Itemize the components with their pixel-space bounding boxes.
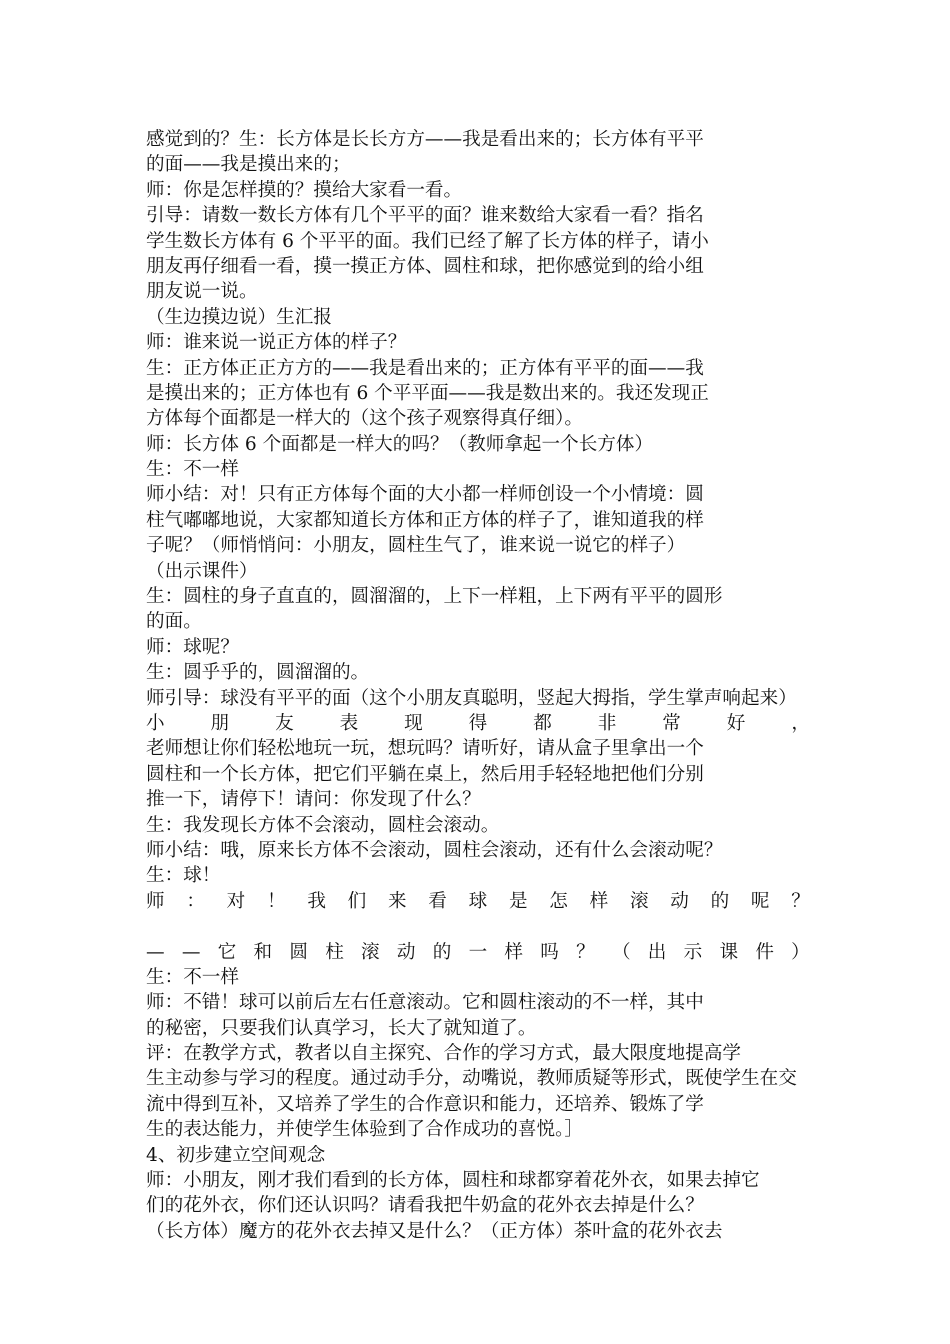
- document-body: [146, 127, 810, 1244]
- line-glyph: 呢: [750, 890, 770, 912]
- line-text: 师小结：对！只有正方体每个面的大小都一样师创设一个小情境：圆: [146, 484, 704, 506]
- text-line: [146, 1143, 810, 1168]
- line-glyph: 得: [468, 712, 488, 734]
- line-text: （生边摸边说）生汇报: [146, 306, 332, 328]
- line-glyph: 滚: [629, 890, 649, 912]
- line-text: 朋友说一说。: [146, 281, 258, 303]
- line-glyph: 都: [533, 712, 552, 734]
- line-glyph: 吗: [540, 941, 559, 963]
- line-text: 推一下，请停下！请问：你发现了什么？: [146, 789, 481, 811]
- line-glyph: 课: [719, 941, 739, 963]
- line-glyph: （: [611, 941, 631, 963]
- line-glyph: 示: [683, 941, 703, 963]
- text-line: [146, 457, 810, 482]
- line-glyph: 表: [339, 712, 359, 734]
- text-line: [146, 686, 810, 711]
- line-glyph: 朋: [210, 712, 230, 734]
- line-text: （出示课件）: [146, 560, 258, 582]
- text-line: [146, 1219, 810, 1244]
- text-line: [146, 254, 810, 279]
- line-glyph: 来: [387, 890, 407, 912]
- line-glyph: 柱: [325, 941, 344, 963]
- line-glyph: 友: [275, 712, 294, 734]
- line-glyph: 球: [468, 890, 488, 912]
- line-text: 的面——我是摸出来的；: [146, 154, 351, 176]
- line-text: 柱气嘟嘟地说，大家都知道长方体和正方体的样子了，谁知道我的样: [146, 509, 704, 531]
- text-line: [146, 635, 810, 660]
- line-glyph: 们: [347, 890, 367, 912]
- line-glyph: 动: [396, 941, 416, 963]
- line-text: 学生数长方体有 6 个平平的面。我们已经了解了长方体的样子，请小: [146, 230, 709, 252]
- text-line: [146, 1041, 810, 1066]
- text-line: [146, 762, 810, 787]
- line-glyph: ）: [791, 941, 810, 963]
- text-line: [146, 1168, 810, 1193]
- line-text: 方体每个面都是一样大的（这个孩子观察得真仔细）。: [146, 408, 583, 430]
- line-glyph: 是: [508, 890, 528, 912]
- line-text: 师：你是怎样摸的？摸给大家看一看。: [146, 179, 463, 201]
- text-line: [146, 533, 810, 558]
- text-line: [146, 1016, 810, 1041]
- line-glyph: 样: [504, 941, 524, 963]
- line-text: 老师想让你们轻松地玩一玩，想玩吗？请听好，请从盒子里拿出一个: [146, 738, 704, 760]
- text-line: [146, 660, 810, 685]
- line-glyph: 圆: [289, 941, 308, 963]
- text-line: [146, 381, 810, 406]
- line-text: 师：不错！球可以前后左右任意滚动。它和圆柱滚动的不一样，其中: [146, 992, 704, 1014]
- line-text: 生主动参与学习的程度。通过动手分，动嘴说，教师质疑等形式，既使学生在交: [146, 1068, 797, 1090]
- text-line: [146, 559, 810, 584]
- text-line: [146, 1092, 810, 1117]
- line-glyph: 好: [726, 712, 746, 734]
- line-text: 生：不一样: [146, 459, 239, 481]
- line-text: 师：长方体 6 个面都是一样大的吗？（教师拿起一个长方体）: [146, 433, 654, 455]
- line-text: 流中得到互补，又培养了学生的合作意识和能力，还培养、锻炼了学: [146, 1093, 704, 1115]
- line-glyph: 滚: [361, 941, 380, 963]
- text-line: [146, 965, 810, 990]
- line-text: 们的花外衣，你们还认识吗？请看我把牛奶盒的花外衣去掉是什么？: [146, 1195, 704, 1217]
- line-glyph: 小: [146, 712, 165, 734]
- line-text: 生：圆柱的身子直直的，圆溜溜的，上下一样粗，上下两有平平的圆形: [146, 586, 723, 608]
- text-line: [146, 1193, 810, 1218]
- line-glyph: 常: [662, 712, 681, 734]
- line-text: 评：在教学方式，教者以自主探究、合作的学习方式，最大限度地提高学: [146, 1043, 742, 1065]
- text-line: [146, 736, 810, 761]
- line-text: 的秘密，只要我们认真学习，长大了就知道了。: [146, 1017, 537, 1039]
- text-line: [146, 990, 810, 1015]
- text-line: [146, 127, 810, 152]
- text-line: [146, 711, 810, 736]
- line-glyph: 样: [589, 890, 609, 912]
- line-text: 生：我发现长方体不会滚动，圆柱会滚动。: [146, 814, 500, 836]
- text-line: [146, 1117, 810, 1142]
- line-text: 4、初步建立空间观念: [146, 1144, 326, 1166]
- text-line: [146, 889, 810, 914]
- line-text: 师小结：哦，原来长方体不会滚动，圆柱会滚动，还有什么会滚动呢？: [146, 839, 723, 861]
- line-glyph: ！: [266, 890, 286, 912]
- text-line: [146, 203, 810, 228]
- line-text: 生：不一样: [146, 966, 239, 988]
- text-line: [146, 406, 810, 431]
- line-text: 生：正方体正正方方的——我是看出来的；正方体有平平的面——我: [146, 357, 704, 379]
- line-text: 圆柱和一个长方体，把它们平躺在桌上，然后用手轻轻地把他们分别: [146, 763, 704, 785]
- text-line: [146, 432, 810, 457]
- line-glyph: 一: [468, 941, 488, 963]
- line-glyph: 现: [404, 712, 423, 734]
- line-glyph: 我: [307, 890, 326, 912]
- line-text: 的面。: [146, 611, 202, 633]
- text-line: [146, 279, 810, 304]
- line-text: 子呢？（师悄悄问：小朋友，圆柱生气了，谁来说一说它的样子）: [146, 535, 686, 557]
- line-glyph: 师: [146, 890, 165, 912]
- line-text: 生：圆乎乎的，圆溜溜的。: [146, 662, 370, 684]
- line-text: 生：球！: [146, 865, 221, 887]
- blank-line: [146, 914, 810, 939]
- line-glyph: 对: [226, 890, 246, 912]
- text-line: [146, 152, 810, 177]
- line-glyph: 非: [597, 712, 617, 734]
- text-line: [146, 305, 810, 330]
- line-glyph: 它: [217, 941, 237, 963]
- line-text: 师：谁来说一说正方体的样子？: [146, 332, 407, 354]
- line-glyph: 件: [755, 941, 774, 963]
- line-text: 师：小朋友，刚才我们看到的长方体，圆柱和球都穿着花外衣，如果去掉它: [146, 1170, 760, 1192]
- text-line: [146, 1066, 810, 1091]
- text-line: [146, 838, 810, 863]
- text-line: [146, 787, 810, 812]
- line-glyph: 出: [647, 941, 667, 963]
- line-glyph: 怎: [549, 890, 568, 912]
- text-line: [146, 609, 810, 634]
- line-glyph: 和: [253, 941, 273, 963]
- line-glyph: —: [181, 941, 201, 963]
- text-line: [146, 813, 810, 838]
- line-text: 师引导：球没有平平的面（这个小朋友真聪明，竖起大拇指，学生掌声响起来）: [146, 687, 797, 709]
- text-line: [146, 584, 810, 609]
- line-glyph: ，: [791, 712, 810, 734]
- text-line: [146, 508, 810, 533]
- line-text: 朋友再仔细看一看，摸一摸正方体、圆柱和球，把你感觉到的给小组: [146, 255, 704, 277]
- text-line: [146, 482, 810, 507]
- text-line: [146, 178, 810, 203]
- text-line: [146, 863, 810, 888]
- text-line: [146, 330, 810, 355]
- line-text: 感觉到的？生：长方体是长长方方——我是看出来的；长方体有平平: [146, 129, 704, 150]
- text-line: [146, 356, 810, 381]
- line-glyph: 看: [428, 890, 447, 912]
- line-text: 师：球呢？: [146, 636, 239, 658]
- text-line: [146, 229, 810, 254]
- line-glyph: —: [146, 941, 165, 963]
- line-glyph: 动: [670, 890, 689, 912]
- line-text: 是摸出来的；正方体也有 6 个平平面——我是数出来的。我还发现正: [146, 382, 709, 404]
- line-glyph: ：: [186, 890, 205, 912]
- text-line: [146, 940, 810, 965]
- line-text: 生的表达能力，并使学生体验到了合作成功的喜悦。］: [146, 1119, 583, 1141]
- line-glyph: ？: [791, 890, 810, 912]
- line-glyph: 的: [710, 890, 730, 912]
- line-text: 引导：请数一数长方体有几个平平的面？谁来数给大家看一看？指名: [146, 205, 704, 227]
- line-text: （长方体）魔方的花外衣去掉又是什么？（正方体）茶叶盒的花外衣去: [146, 1220, 723, 1242]
- line-glyph: ？: [576, 941, 595, 963]
- line-glyph: 的: [432, 941, 452, 963]
